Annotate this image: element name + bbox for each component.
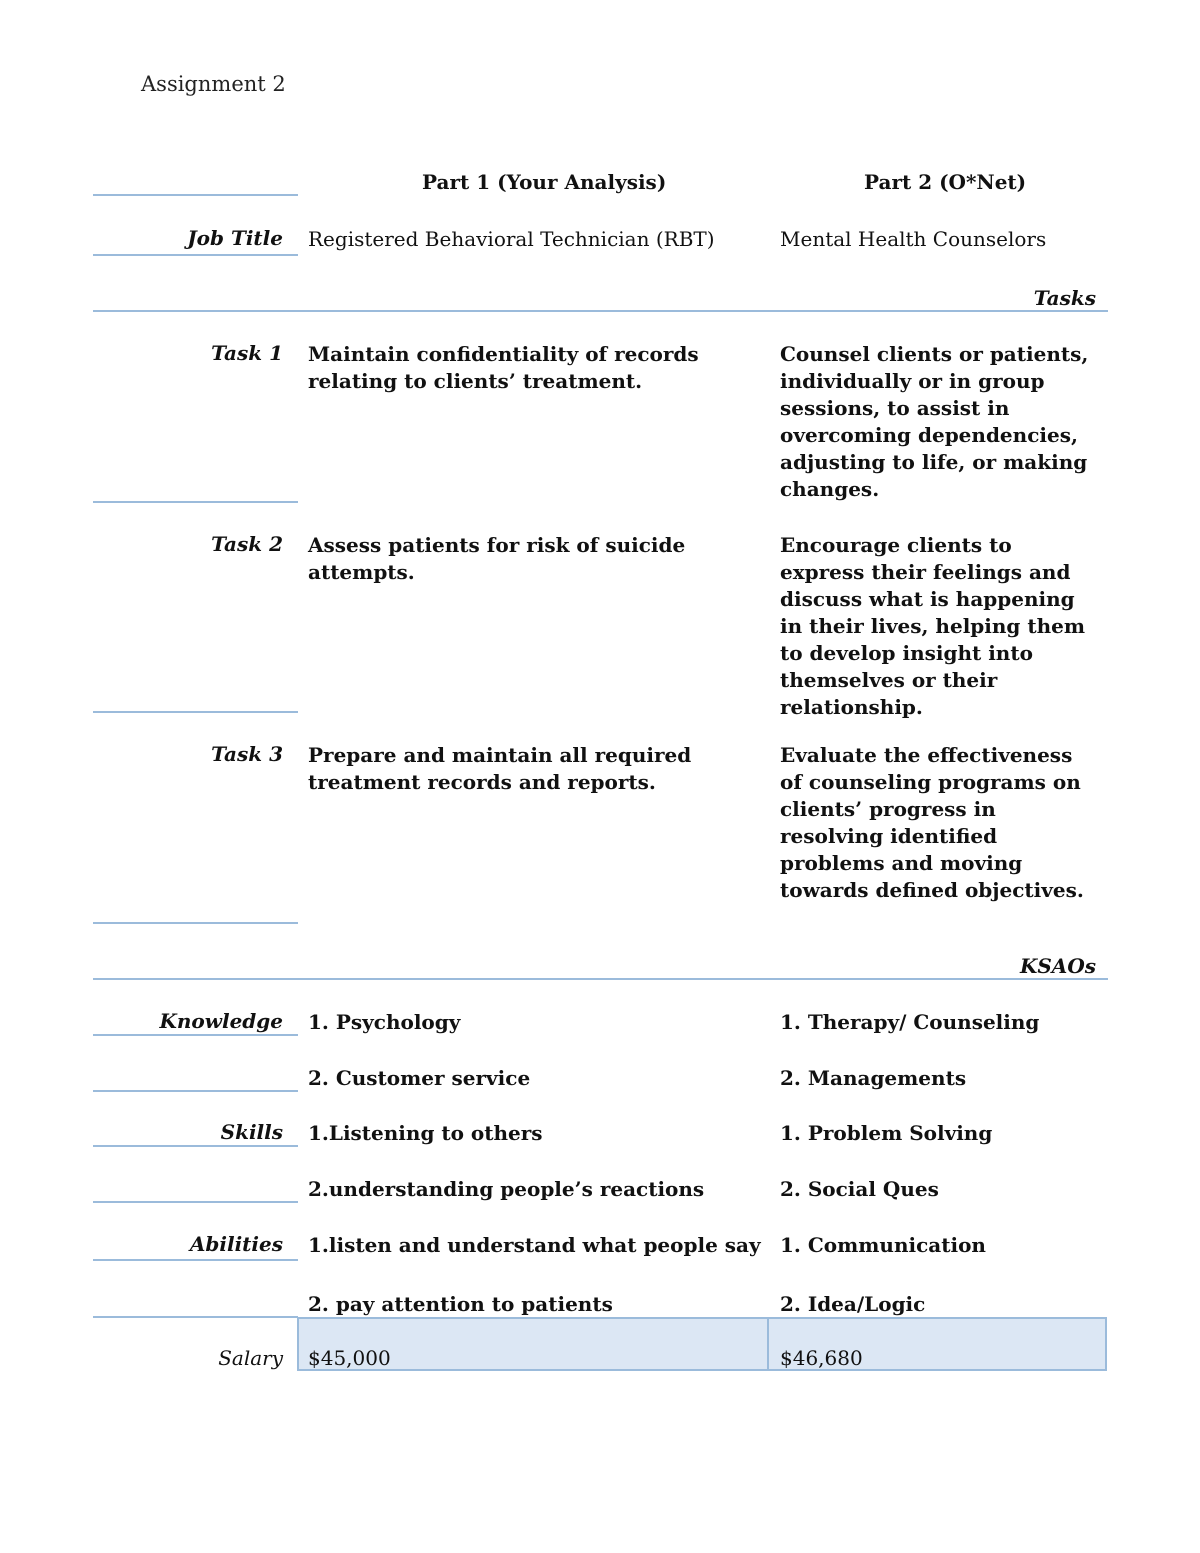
row-rule [93,711,298,713]
knowledge-2-part2: 2. Managements [780,1066,967,1090]
job-title-part2: Mental Health Counselors [780,227,1047,251]
row-rule [93,922,298,924]
task-3-part1: Prepare and maintain all required treatment records and reports. [308,743,692,794]
task-2-part2: Encourage clients to express their feelings and discuss what is happening in their lives, helping them to develop insight into themselves or their relationship. [780,533,1086,719]
skills-1-part1: 1.Listening to others [308,1121,543,1145]
column-header-part2: Part 2 (O*Net) [864,170,1027,194]
task-3-label: Task 3 [211,742,283,766]
task-2-part1: Assess patients for risk of suicide attempts. [308,533,686,584]
row-rule [93,1316,298,1318]
section-rule [93,978,1108,980]
salary-label: Salary [218,1346,283,1370]
row-rule [93,1034,298,1036]
row-rule [93,1201,298,1203]
ksaos-section-title: KSAOs [1019,954,1096,978]
task-1-part1: Maintain confidentiality of records relating to clients’ treatment. [308,342,699,393]
abilities-1-part2: 1. Communication [780,1233,986,1257]
task-1-part2: Counsel clients or patients, individually or in group sessions, to assist in overcoming dependencies, adjusting to life, or making changes. [780,342,1089,501]
row-rule [93,1259,298,1261]
row-rule [93,254,298,256]
row-rule [93,501,298,503]
job-title-part1: Registered Behavioral Technician (RBT) [308,227,715,251]
knowledge-label: Knowledge [159,1009,283,1033]
tasks-section-title: Tasks [1033,286,1096,310]
knowledge-2-part1: 2. Customer service [308,1066,531,1090]
skills-2-part2: 2. Social Ques [780,1177,939,1201]
knowledge-1-part2: 1. Therapy/ Counseling [780,1010,1040,1034]
skills-label: Skills [220,1120,283,1144]
abilities-1-part1: 1.listen and understand what people say [308,1233,761,1257]
skills-1-part2: 1. Problem Solving [780,1121,993,1145]
row-rule [93,1090,298,1092]
salary-part1: $45,000 [308,1346,391,1370]
knowledge-1-part1: 1. Psychology [308,1010,461,1034]
section-rule [93,310,1108,312]
row-rule [93,194,298,196]
salary-column-divider [767,1317,769,1371]
task-2-label: Task 2 [211,532,283,556]
abilities-label: Abilities [189,1232,283,1256]
assignment-heading: Assignment 2 [141,72,286,96]
salary-row-highlight [297,1317,1107,1371]
task-3-part2: Evaluate the effectiveness of counseling programs on clients’ progress in resolving identified problems and moving towards defined objectives. [780,743,1084,902]
task-1-label: Task 1 [211,341,283,365]
row-rule [93,1145,298,1147]
skills-2-part1: 2.understanding people’s reactions [308,1177,705,1201]
abilities-2-part2: 2. Idea/Logic [780,1292,926,1316]
column-header-part1: Part 1 (Your Analysis) [422,170,667,194]
job-title-label: Job Title [187,226,283,250]
abilities-2-part1: 2. pay attention to patients [308,1292,613,1316]
salary-part2: $46,680 [780,1346,863,1370]
